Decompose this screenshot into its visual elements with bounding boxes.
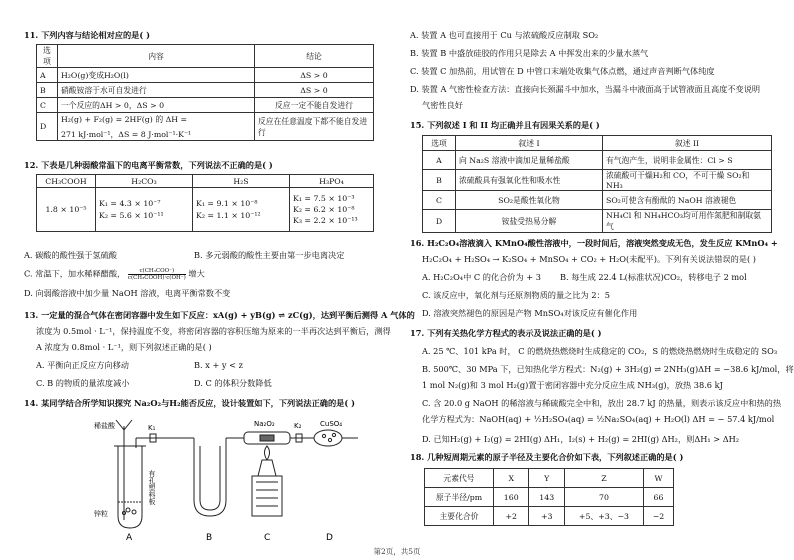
q13-option-c: C. B 的物质的量浓度减小 <box>36 378 130 388</box>
q12-h3po4-cell <box>290 188 374 232</box>
q12-option-c-fraction <box>128 268 186 281</box>
test-tube-a <box>118 446 142 528</box>
q11-stem: 11. 下列内容与结论相对应的是( ) <box>24 30 150 40</box>
q12-ch3cooh-value: 1.8 × 10⁻⁵ <box>37 188 96 232</box>
q11-row-a-result: ΔS > 0 <box>255 68 374 83</box>
q16-option-a: A. H₂C₂O₄中 C 的化合价为 + 3 <box>422 272 541 282</box>
q17-option-b-line1: B. 500℃、30 MPa 下，已知热化学方程式：N₂(g) + 3H₂(g) ⇌ 2NH₃(g)ΔH = −38.6 kJ/mol，将 <box>422 364 794 374</box>
q15-row-c-option: C <box>423 191 456 210</box>
q14-option-d-line2: 气密性良好 <box>422 100 463 110</box>
q16-line2: H₂C₂O₄ + H₂SO₄ → K₂SO₄ + MnSO₄ + CO₂ + H₂O(未配平)。下列有关说法错误的是( ) <box>422 254 756 264</box>
q12-h2co3-k2: K₂ = 5.6 × 10⁻¹¹ <box>99 211 164 220</box>
q11-row-b-option: B <box>37 83 58 98</box>
q12-option-c-numerator: c(CH₃COO⁻) <box>128 268 186 275</box>
q15-header-statement1: 叙述 I <box>456 136 603 151</box>
q18-valence-x: +2 <box>494 507 529 526</box>
apparatus-d <box>314 430 358 446</box>
q18-table <box>424 468 674 526</box>
alcohol-lamp <box>258 460 276 476</box>
q12-h2s-k1: K₁ = 9.1 × 10⁻⁸ <box>196 199 258 208</box>
q15-row-b-option: B <box>423 170 456 191</box>
q15-row-a-option: A <box>423 151 456 170</box>
q16-option-d: D. 溶液突然褪色的原因是产物 MnSO₄对该反应有催化作用 <box>422 308 638 318</box>
q16-line1: 16. H₂C₂O₄溶液滴入 KMnO₄酸性溶液中，一段时间后，溶液突然变成无色，发生反应 KMnO₄ + <box>410 238 778 248</box>
q18-header-element: 元素代号 <box>425 469 494 488</box>
q17-option-c-line2: 化学方程式为：NaOH(aq) + ½H₂SO₄(aq) = ½Na₂SO₄(aq) + H₂O(l) ΔH = − 57.4 kJ/mol <box>422 414 775 424</box>
label-apparatus-a: A <box>126 533 133 542</box>
q12-option-c-denominator: c(CH₃COOH)·c(OH⁻) <box>127 275 186 281</box>
q13-line3: A 浓度为 0.8mol · L⁻¹，则下列叙述正确的是( ) <box>36 342 212 352</box>
q13-line1: 13. 一定量的混合气体在密闭容器中发生如下反应：xA(g) + yB(g) ⇌ zC(g)，达到平衡后测得 A 气体的 <box>24 310 415 320</box>
q12-option-a: A. 碳酸的酸性强于氢硫酸 <box>24 250 117 260</box>
q17-stem: 17. 下列有关热化学方程式的表示及说法正确的是( ) <box>410 328 602 338</box>
q12-option-b: B. 多元弱酸的酸性主要由第一步电离决定 <box>194 250 345 260</box>
zinc-granule <box>126 508 130 512</box>
q15-stem: 15. 下列叙述 I 和 II 均正确并且有因果关系的是( ) <box>410 120 600 130</box>
q14-option-d-line1: D. 装置 A 气密性检查方法：直接向长颈漏斗中加水，当漏斗中液面高于试管液面且高度不变说明 <box>410 84 761 94</box>
q18-stem: 18. 几种短周期元素的原子半径及主要化合价如下表，下列叙述正确的是( ) <box>410 452 684 462</box>
q12-h3po4-k3: K₃ = 2.2 × 10⁻¹³ <box>293 216 358 225</box>
cuso4-granule <box>332 433 335 436</box>
q16-option-c: C. 该反应中，氧化剂与还原剂物质的量之比为 2：5 <box>422 290 610 300</box>
label-zinc: 锌粒 <box>94 510 108 518</box>
cuso4-granule <box>322 434 325 437</box>
label-perforated-plate: 有孔塑料板 <box>148 470 156 505</box>
q11-row-c-result: 反应一定不能自发进行 <box>255 98 374 113</box>
q12-stem: 12. 下表是几种弱酸常温下的电离平衡常数，下列说法不正确的是( ) <box>24 160 273 170</box>
q11-row-d-result: 反应在任意温度下都不能自发进行 <box>255 113 374 141</box>
q12-header-h2co3: H₂CO₃ <box>96 175 193 188</box>
zinc-granule <box>132 510 136 514</box>
q11-row-d-option: D <box>37 113 58 141</box>
q11-row-c-content: 一个反应的ΔH > 0，ΔS > 0 <box>58 98 255 113</box>
q14-option-c: C. 装置 C 加热前，用试管在 D 中管口末端处收集气体点燃，通过声音判断气体纯度 <box>410 66 715 76</box>
q12-header-h3po4: H₃PO₄ <box>290 175 374 188</box>
q14-option-b: B. 装置 B 中盛放硅胶的作用只是除去 A 中挥发出来的少量水蒸气 <box>410 48 649 58</box>
q11-table <box>36 44 374 141</box>
label-k1: K₁ <box>148 424 156 432</box>
q11-row-a-content: H₂O(g)变成H₂O(l) <box>58 68 255 83</box>
apparatus-c <box>244 432 314 516</box>
q14-option-a: A. 装置 A 也可直接用于 Cu 与浓硫酸反应制取 SO₂ <box>410 30 599 40</box>
q18-radius-x: 160 <box>494 488 529 507</box>
q11-row-b-content: 硝酸铵溶于水可自发进行 <box>58 83 255 98</box>
label-k2: K₂ <box>294 422 302 430</box>
q15-row-b-statement1: 浓硫酸具有强氧化性和吸水性 <box>456 170 603 191</box>
label-cuso4: CuSO₄ <box>320 420 343 428</box>
q11-header-content: 内容 <box>58 45 255 68</box>
q15-row-d-option: D <box>423 210 456 233</box>
q12-header-h2s: H₂S <box>193 175 290 188</box>
q13-line2: 浓度为 0.5mol · L⁻¹，保持温度不变，将密闭容器的容积压缩为原来的一半再次达到平衡后，测得 <box>36 326 391 336</box>
q18-radius-label: 原子半径/pm <box>425 488 494 507</box>
q16-option-b: B. 每生成 22.4 L(标准状况)CO₂，转移电子 2 mol <box>560 272 747 282</box>
q18-valence-z: +5、+3、−3 <box>564 507 643 526</box>
q13-option-d: D. C 的体积分数降低 <box>194 378 272 388</box>
q15-row-c-statement1: SO₂是酸性氧化物 <box>456 191 603 210</box>
q15-row-a-statement1: 向 Na₂S 溶液中滴加足量稀盐酸 <box>456 151 603 170</box>
q12-option-c-suffix: 增大 <box>188 268 205 279</box>
label-apparatus-d: D <box>326 533 333 542</box>
q18-header-x: X <box>494 469 529 488</box>
q11-row-d-content-line1: H₂(g) + F₂(g) = 2HF(g) 的 ΔH = <box>61 114 188 124</box>
q15-table <box>422 135 772 233</box>
q15-header-statement2: 叙述 II <box>603 136 772 151</box>
q12-option-c <box>24 268 205 281</box>
q12-h2co3-cell <box>96 188 193 232</box>
q15-row-a-statement2: 有气泡产生，说明非金属性：Cl > S <box>603 151 772 170</box>
q18-header-y: Y <box>529 469 564 488</box>
q11-header-option: 选项 <box>37 45 58 68</box>
q12-h3po4-k2: K₂ = 6.2 × 10⁻⁸ <box>293 205 355 214</box>
q12-h3po4-k1: K₁ = 7.5 × 10⁻³ <box>293 194 355 203</box>
q15-row-d-statement1: 铵盐受热易分解 <box>456 210 603 233</box>
q12-option-c-prefix: C. 常温下，加水稀释醋酸， <box>24 268 126 279</box>
q17-option-d: D. 已知H₂(g) + I₂(g) = 2HI(g) ΔH₁，I₂(s) + H₂(g) = 2HI(g) ΔH₂，则ΔH₁ > ΔH₂ <box>422 434 740 444</box>
q12-header-ch3cooh: CH₃COOH <box>37 175 96 188</box>
q18-header-w: W <box>643 469 673 488</box>
q18-radius-y: 143 <box>529 488 564 507</box>
q11-row-d-content-line2: 271 kJ·mol⁻¹，ΔS = 8 J·mol⁻¹·K⁻¹ <box>61 129 192 139</box>
q18-valence-y: +3 <box>529 507 564 526</box>
q12-option-d: D. 向弱酸溶液中加少量 NaOH 溶液，电离平衡常数不变 <box>24 288 231 298</box>
apparatus-b <box>194 438 244 516</box>
page-footer: 第2页，共5页 <box>373 547 421 556</box>
q12-h2co3-k1: K₁ = 4.3 × 10⁻⁷ <box>99 199 161 208</box>
q17-option-c-line1: C. 含 20.0 g NaOH 的稀溶液与稀硫酸完全中和，放出 28.7 kJ 的热量，则表示该反应中和热的热 <box>422 398 782 408</box>
q15-header-option: 选项 <box>423 136 456 151</box>
q12-h2s-cell <box>193 188 290 232</box>
u-tube <box>194 438 226 516</box>
q12-h2s-k2: K₂ = 1.1 × 10⁻¹² <box>196 211 261 220</box>
q11-row-a-option: A <box>37 68 58 83</box>
q15-row-d-statement2: NH₄Cl 和 NH₄HCO₃均可用作氮肥和制取氨气 <box>603 210 772 233</box>
q13-option-b: B. x + y < z <box>194 360 243 370</box>
u-tube-inner <box>200 446 220 510</box>
q12-table <box>36 174 374 232</box>
q17-option-a: A. 25 ℃、101 kPa 时， C 的燃烧热燃烧时生成稳定的 CO₂，S 的燃烧热燃烧时生成稳定的 SO₃ <box>422 346 778 356</box>
q13-option-a: A. 平衡向正反应方向移动 <box>36 360 129 370</box>
label-na2o2: Na₂O₂ <box>254 420 275 428</box>
na2o2-sample <box>260 435 274 441</box>
q11-row-d-content <box>58 113 255 141</box>
q14-stem: 14. 某同学结合所学知识探究 Na₂O₂与H₂能否反应，设计装置如下，下列说法正确的是( ) <box>24 398 355 408</box>
label-apparatus-b: B <box>206 533 213 542</box>
q18-valence-w: −2 <box>643 507 673 526</box>
q18-header-z: Z <box>564 469 643 488</box>
label-dilute-hcl: 稀盐酸 <box>94 422 115 430</box>
q11-header-result: 结论 <box>255 45 374 68</box>
q14-apparatus-diagram <box>94 416 374 542</box>
q15-row-b-statement2: 浓硫酸可干燥H₂和 CO，不可干燥 SO₂和 NH₃ <box>603 170 772 191</box>
q18-radius-w: 66 <box>643 488 673 507</box>
q11-row-c-option: C <box>37 98 58 113</box>
label-apparatus-c: C <box>264 533 271 542</box>
q17-option-b-line2: 1 mol N₂(g)和 3 mol H₂(g)置于密闭容器中充分反应生成 NH₃(g)，放热 38.6 kJ <box>422 380 723 390</box>
q15-row-c-statement2: SO₂可使含有酚酞的 NaOH 溶液褪色 <box>603 191 772 210</box>
q18-valence-label: 主要化合价 <box>425 507 494 526</box>
q18-radius-z: 70 <box>564 488 643 507</box>
cuso4-granule <box>328 438 331 441</box>
q11-row-b-result: ΔS > 0 <box>255 83 374 98</box>
drying-bulb <box>314 430 342 446</box>
flame <box>265 446 270 460</box>
